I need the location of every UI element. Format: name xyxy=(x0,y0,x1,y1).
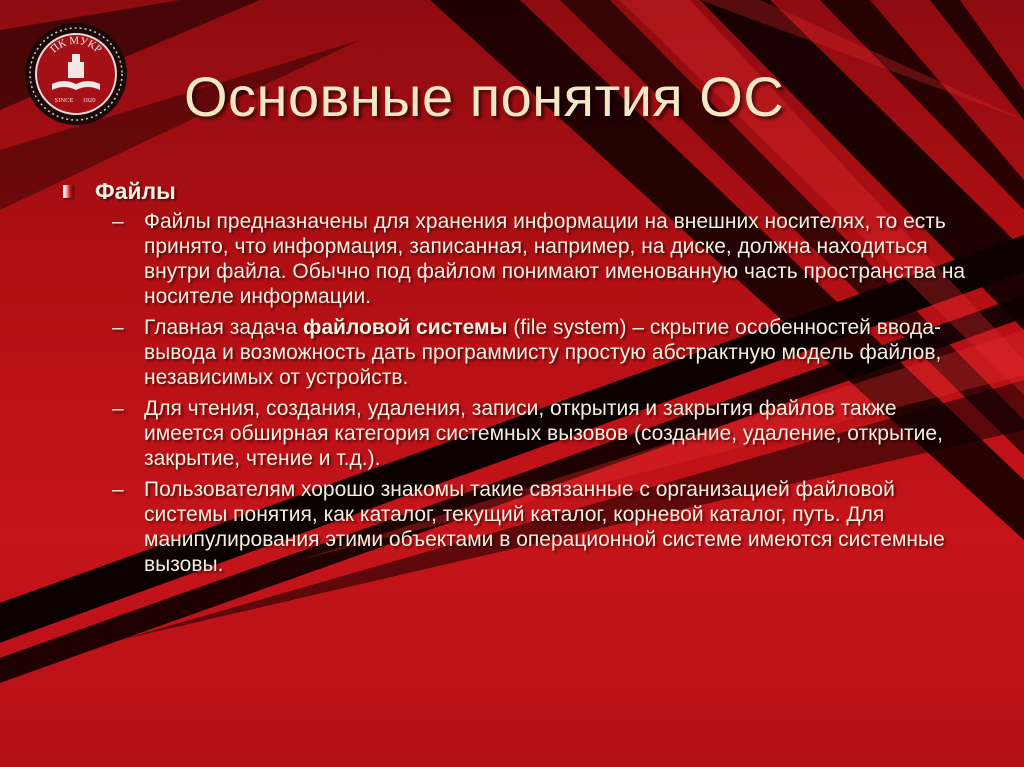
sub-bullet-list xyxy=(60,209,980,577)
logo-year: 1920 xyxy=(82,97,96,104)
sub-bullet-item xyxy=(112,315,980,390)
sub-bullet-text: Файлы предназначены для хранения информации на внешних носителях, то есть принято, что информация, записанная, например, на диске, должна находиться внутри файла. Обычно под файлом понимают именованную часть пространства на носителе информации. xyxy=(144,210,966,308)
slide-title: Основные понятия ОС xyxy=(184,65,785,128)
sub-bullet-text xyxy=(144,315,980,390)
bullet-files xyxy=(60,178,980,205)
logo-since: SINCE xyxy=(54,97,74,104)
dash-bullet-icon: – xyxy=(112,397,124,420)
sub-bullet-text: Пользователям хорошо знакомы такие связанные с организацией файловой системы понятия, как каталог, текущий каталог, корневой каталог, путь. Для манипулирования этими объектами в операционной системе имеются системные вызовы. xyxy=(144,478,945,576)
bullet-heading: Файлы xyxy=(95,178,176,204)
text-before-bold: Главная задача xyxy=(144,316,303,339)
sub-bullet-item xyxy=(112,396,980,471)
dash-bullet-icon: – xyxy=(112,316,124,339)
sub-bullet-item xyxy=(112,477,980,577)
text-after-bold: (file system) – скрытие особенностей ввода-вывода и возможность дать программисту простую абстрактную модель файлов, независимых от устройств. xyxy=(144,316,942,389)
sub-bullet-text: Для чтения, создания, удаления, записи, открытия и закрытия файлов также имеется обширная категория системных вызовов (создание, удаление, открытие, закрытие, чтение и т.д.). xyxy=(144,397,943,470)
dash-bullet-icon: – xyxy=(112,478,124,501)
square-bullet-icon xyxy=(63,185,73,198)
bold-term: файловой системы xyxy=(303,316,508,339)
college-logo xyxy=(24,22,128,126)
slide-content xyxy=(60,178,980,583)
sub-bullet-item xyxy=(112,209,980,309)
dash-bullet-icon: – xyxy=(112,210,124,233)
svg-text:ПК МУКР: ПК МУКР xyxy=(48,34,104,56)
